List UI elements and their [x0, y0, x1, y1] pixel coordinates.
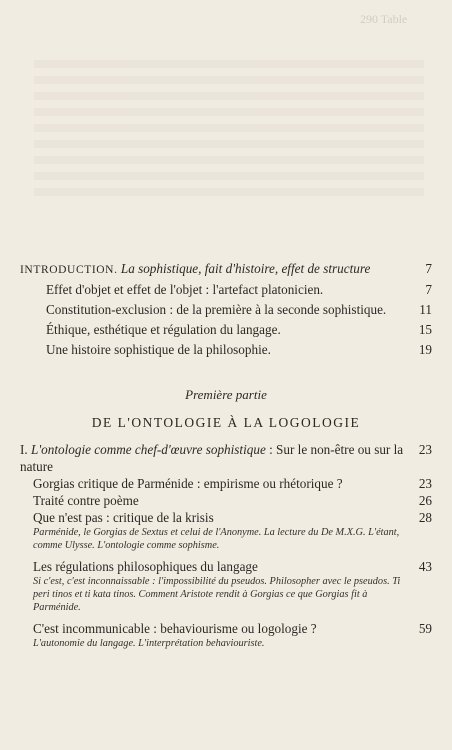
section-title: Gorgias critique de Parménide : empirisme ou rhétorique ? — [33, 476, 343, 491]
toc-entry[interactable] — [46, 321, 432, 339]
page-number: 11 — [419, 302, 432, 317]
entry-title: Une histoire sophistique de la philosophie. — [46, 342, 271, 357]
introduction-heading[interactable] — [20, 260, 432, 279]
part-heading — [0, 387, 452, 431]
page-number: 7 — [425, 282, 432, 297]
page-number: 59 — [418, 621, 432, 636]
ghost-header: 290 Table — [360, 12, 408, 26]
section-entry[interactable] — [33, 492, 432, 509]
page-number: 15 — [418, 322, 432, 337]
part-label: Première partie — [185, 387, 267, 402]
entry-title: Constitution-exclusion : de la première à la seconde sophistique. — [46, 302, 387, 317]
toc-entry[interactable] — [46, 301, 432, 319]
introduction-title: La sophistique, fait d'histoire, effet de structure — [120, 261, 371, 276]
page-number: 26 — [418, 493, 432, 508]
part-title: DE L'ONTOLOGIE À LA LOGOLOGIE — [91, 415, 361, 430]
section-title: Traité contre poème — [33, 493, 139, 508]
page-number: 19 — [418, 342, 432, 357]
page-number: 43 — [418, 559, 432, 574]
introduction-items — [46, 281, 432, 359]
toc-entry[interactable] — [46, 281, 432, 299]
chapter-number: I. — [20, 442, 28, 457]
section-summary: Parménide, le Gorgias de Sextus et celui de l'Anonyme. La lecture du De M.X.G. L'étant, comme Ulysse. L'ontologie comme sophisme. — [33, 527, 400, 551]
section-entry[interactable] — [33, 620, 432, 637]
section-summary: Si c'est, c'est inconnaissable : l'impossibilité du pseudos. Philosopher avec le pseudos. Ti peri tinos et ti kata tinos. Comment Aristote rendit à Gorgias ce que Gorgias fit à Parménide. — [33, 576, 401, 613]
chapter-title-italic: L'ontologie comme chef-d'œuvre sophistique — [31, 442, 266, 457]
section-entry[interactable] — [33, 509, 432, 526]
entry-title: Effet d'objet et effet de l'objet : l'artefact platonicien. — [46, 282, 324, 297]
chapter-1-section — [20, 441, 432, 650]
section-title: Que n'est pas : critique de la krisis — [33, 510, 214, 525]
introduction-section — [20, 260, 432, 359]
section-entry[interactable] — [33, 475, 432, 492]
toc-entry[interactable] — [46, 341, 432, 359]
page-number: 7 — [425, 261, 432, 276]
chapter-heading[interactable] — [20, 441, 432, 475]
chapter-title-rest: : Sur le non-être ou sur la nature — [20, 442, 404, 474]
section-summary: L'autonomie du langage. L'interprétation behaviouriste. — [33, 638, 265, 649]
introduction-label: INTRODUCTION. — [20, 264, 118, 276]
page-number: 23 — [418, 476, 432, 491]
page-number: 23 — [418, 442, 432, 457]
page-number: 28 — [418, 510, 432, 525]
entry-title: Éthique, esthétique et régulation du langage. — [46, 322, 281, 337]
section-title: Les régulations philosophiques du langage — [33, 559, 258, 574]
section-title: C'est incommunicable : behaviourisme ou logologie ? — [33, 621, 317, 636]
section-entry[interactable] — [33, 558, 432, 575]
